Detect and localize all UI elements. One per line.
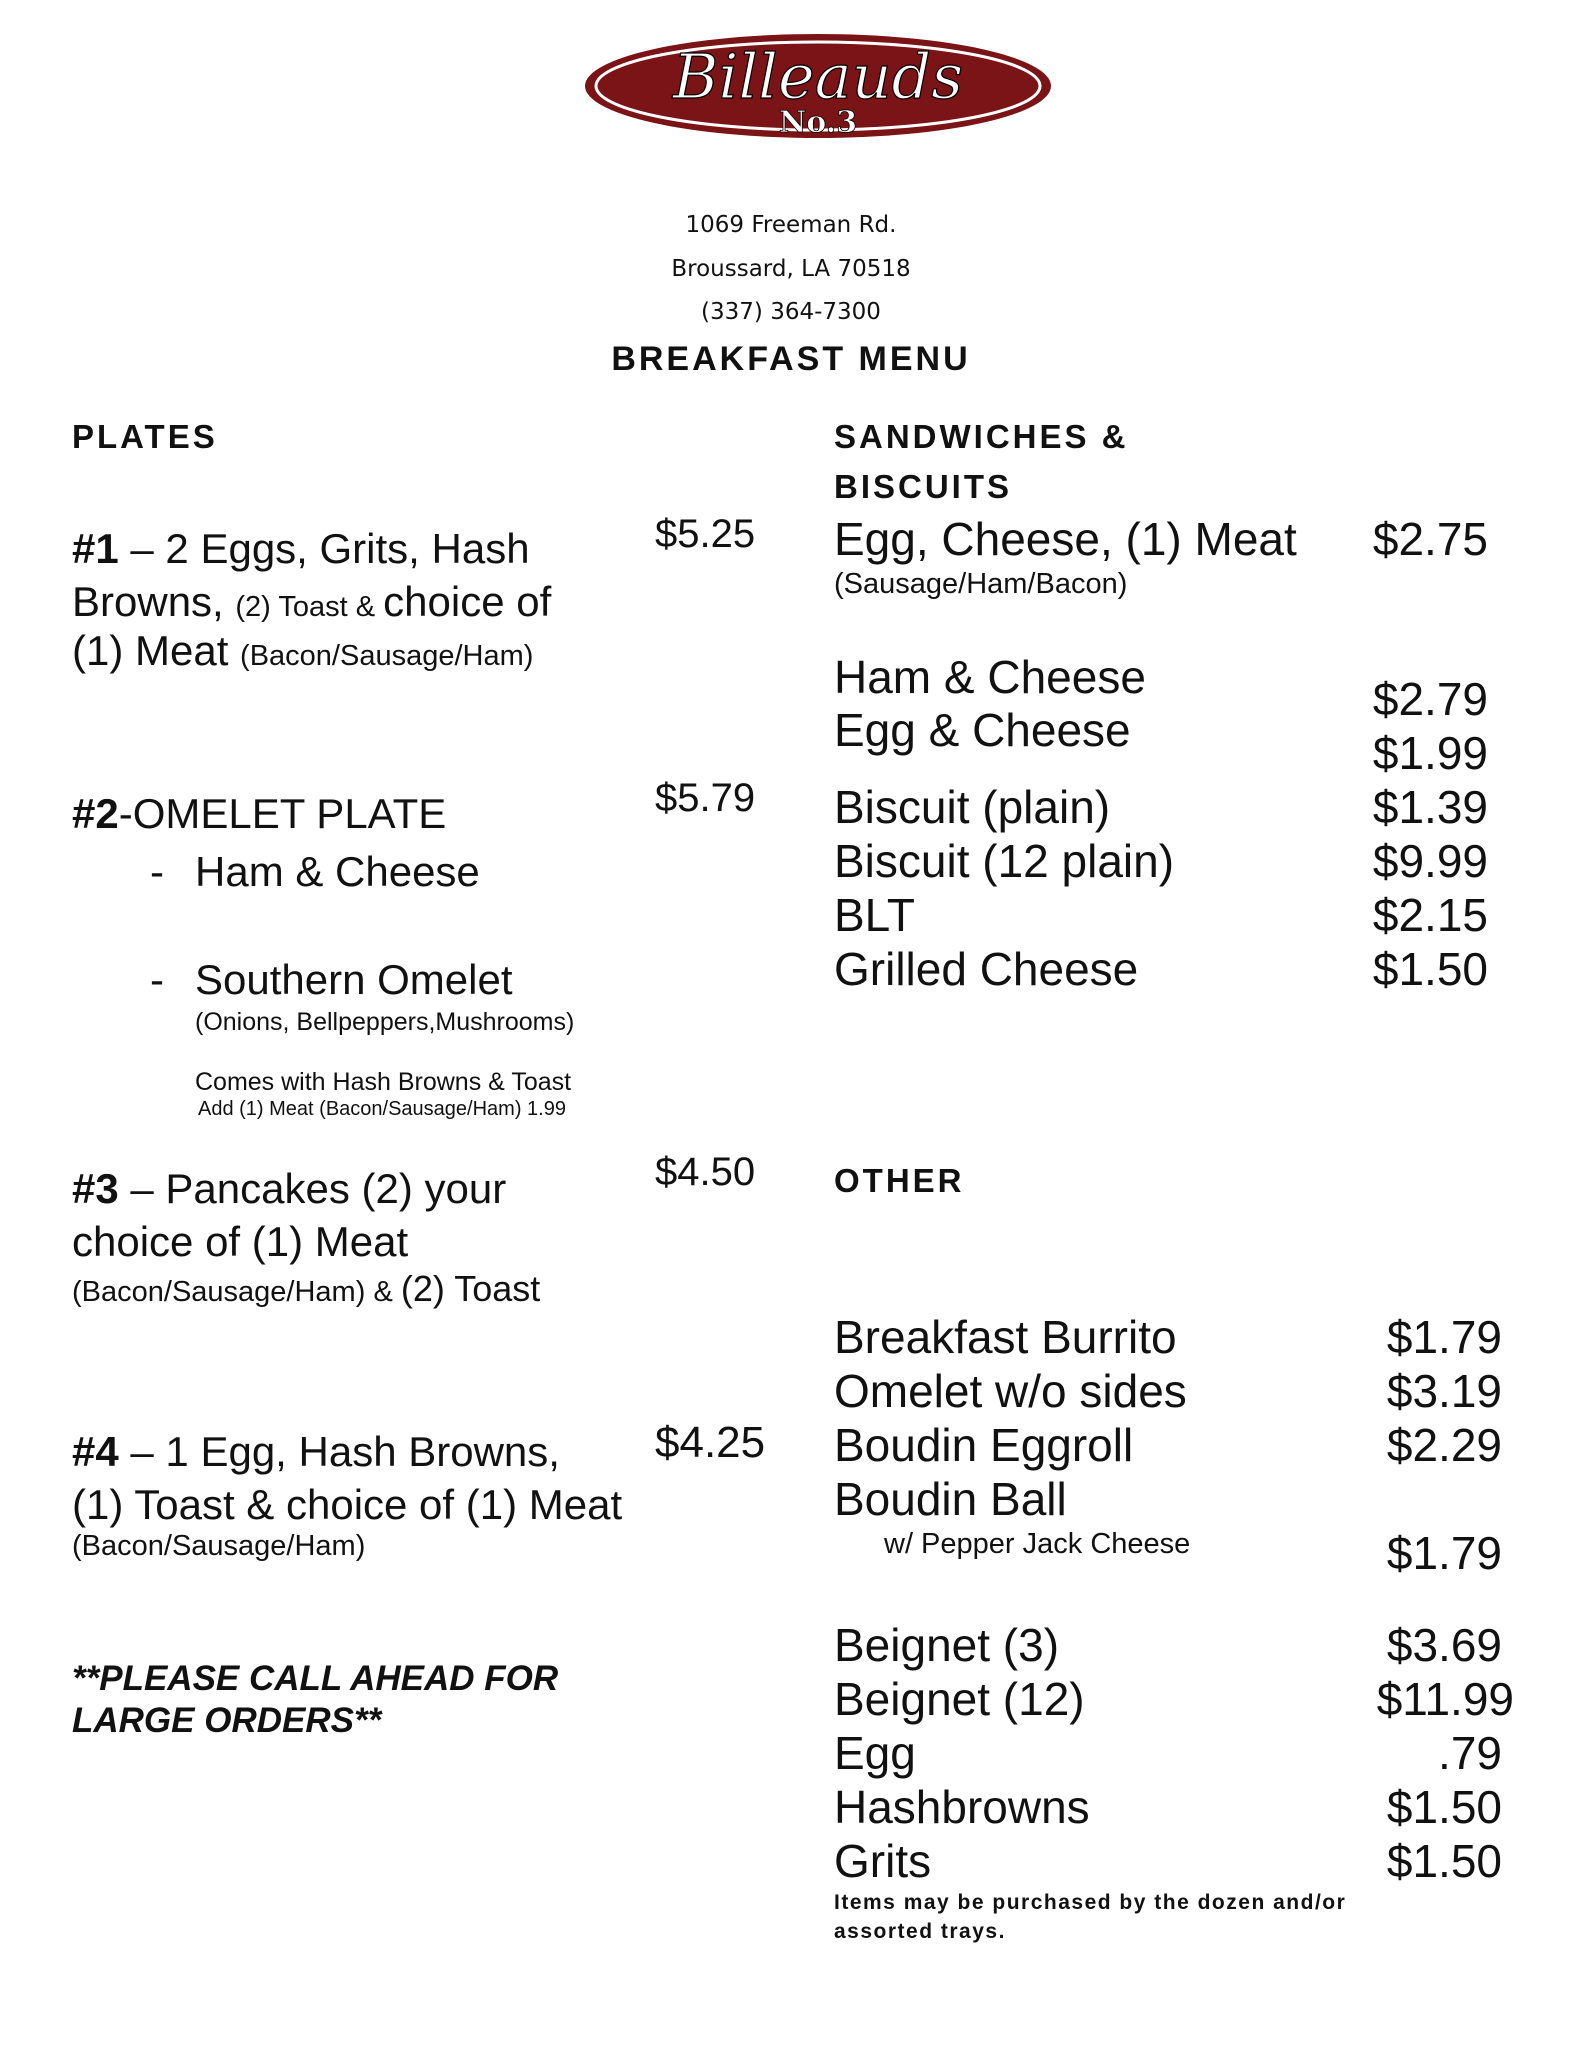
plate-3-line-3: (Bacon/Sausage/Ham) & (2) Toast [72,1268,541,1309]
address-street: 1069 Freeman Rd. [685,212,897,238]
plate-1-line-3: (1) Meat (Bacon/Sausage/Ham) [72,627,534,674]
sandwich-egg-cheese-meat: Egg, Cheese, (1) Meat [834,513,1297,565]
beignet-3-price: $3.69 [1386,1619,1502,1671]
sandwiches-heading-2: BISCUITS [834,468,1013,505]
egg: Egg [834,1727,916,1779]
plate-2-option-southern-omelet: Southern Omelet [195,956,513,1003]
breakfast-burrito-price: $1.79 [1386,1311,1502,1363]
beignet-12-price: $11.99 [1376,1673,1514,1725]
svg-text:No.3: No.3 [778,105,858,140]
address-city: Broussard, LA 70518 [671,256,911,282]
beignet-12: Beignet (12) [834,1673,1085,1725]
sandwich-egg-cheese-meat-sub: (Sausage/Ham/Bacon) [834,568,1128,600]
plate-2-price: $5.79 [655,776,756,820]
biscuit-12-plain-price: $9.99 [1372,835,1488,887]
footnote-line-1: Items may be purchased by the dozen and/or [834,1891,1347,1914]
grits-price: $1.50 [1386,1835,1502,1887]
egg-price: .79 [1438,1727,1502,1779]
boudin-ball-price: $1.79 [1386,1527,1502,1579]
sandwich-egg-cheese-meat-price: $2.75 [1372,513,1488,565]
omelet-no-sides-price: $3.19 [1386,1365,1502,1417]
plate-4-price: $4.25 [655,1418,766,1467]
boudin-eggroll-price: $2.29 [1386,1419,1502,1471]
grilled-cheese: Grilled Cheese [834,943,1139,995]
plate-3-price: $4.50 [655,1150,756,1194]
biscuit-12-plain: Biscuit (12 plain) [834,835,1175,887]
plate-2-title: #2-OMELET PLATE [72,790,447,837]
omelet-no-sides: Omelet w/o sides [834,1365,1187,1417]
plate-1-line-1: #1 – 2 Eggs, Grits, Hash [72,525,530,572]
plate-2-dash-1: - [150,848,164,895]
plate-3-line-2: choice of (1) Meat [72,1218,409,1265]
call-ahead-line-2: LARGE ORDERS** [72,1701,382,1740]
hashbrowns: Hashbrowns [834,1781,1090,1833]
sandwich-ham-cheese: Ham & Cheese [834,651,1146,703]
sandwich-egg-cheese-price: $1.99 [1372,727,1488,779]
plate-2-southern-note: (Onions, Bellpeppers,Mushrooms) [195,1008,575,1036]
grits: Grits [834,1835,932,1887]
biscuit-plain-price: $1.39 [1372,781,1488,833]
address-phone: (337) 364-7300 [701,299,881,325]
other-heading: OTHER [834,1162,965,1199]
sandwich-egg-cheese: Egg & Cheese [834,704,1131,756]
blt: BLT [834,889,915,941]
biscuit-plain: Biscuit (plain) [834,781,1111,833]
footnote-line-2: assorted trays. [834,1920,1006,1943]
plate-4-line-3: (Bacon/Sausage/Ham) [72,1530,366,1562]
plate-3-line-1: #3 – Pancakes (2) your [72,1165,507,1212]
svg-text:Billeauds: Billeauds [672,40,964,113]
plate-1-line-2: Browns, (2) Toast & choice of [72,578,552,625]
menu-title: BREAKFAST MENU [611,340,971,378]
billeauds-logo [583,32,1053,140]
plate-4-line-2: (1) Toast & choice of (1) Meat [72,1481,623,1528]
sandwiches-heading-1: SANDWICHES & [834,418,1129,455]
sandwich-ham-cheese-price: $2.79 [1372,673,1488,725]
plates-heading: PLATES [72,418,218,455]
grilled-cheese-price: $1.50 [1372,943,1488,995]
boudin-ball-sub: w/ Pepper Jack Cheese [884,1528,1191,1560]
plate-2-note-add-meat: Add (1) Meat (Bacon/Sausage/Ham) 1.99 [198,1098,566,1120]
boudin-ball: Boudin Ball [834,1473,1067,1525]
boudin-eggroll: Boudin Eggroll [834,1419,1134,1471]
call-ahead-line-1: **PLEASE CALL AHEAD FOR [72,1659,559,1698]
plate-2-note-sides: Comes with Hash Browns & Toast [195,1068,572,1096]
breakfast-burrito: Breakfast Burrito [834,1311,1177,1363]
plate-4-line-1: #4 – 1 Egg, Hash Browns, [72,1428,560,1475]
beignet-3: Beignet (3) [834,1619,1060,1671]
hashbrowns-price: $1.50 [1386,1781,1502,1833]
plate-1-price: $5.25 [655,512,756,556]
plate-2-dash-2: - [150,956,164,1003]
plate-2-option-ham-cheese: Ham & Cheese [195,848,480,895]
blt-price: $2.15 [1372,889,1488,941]
